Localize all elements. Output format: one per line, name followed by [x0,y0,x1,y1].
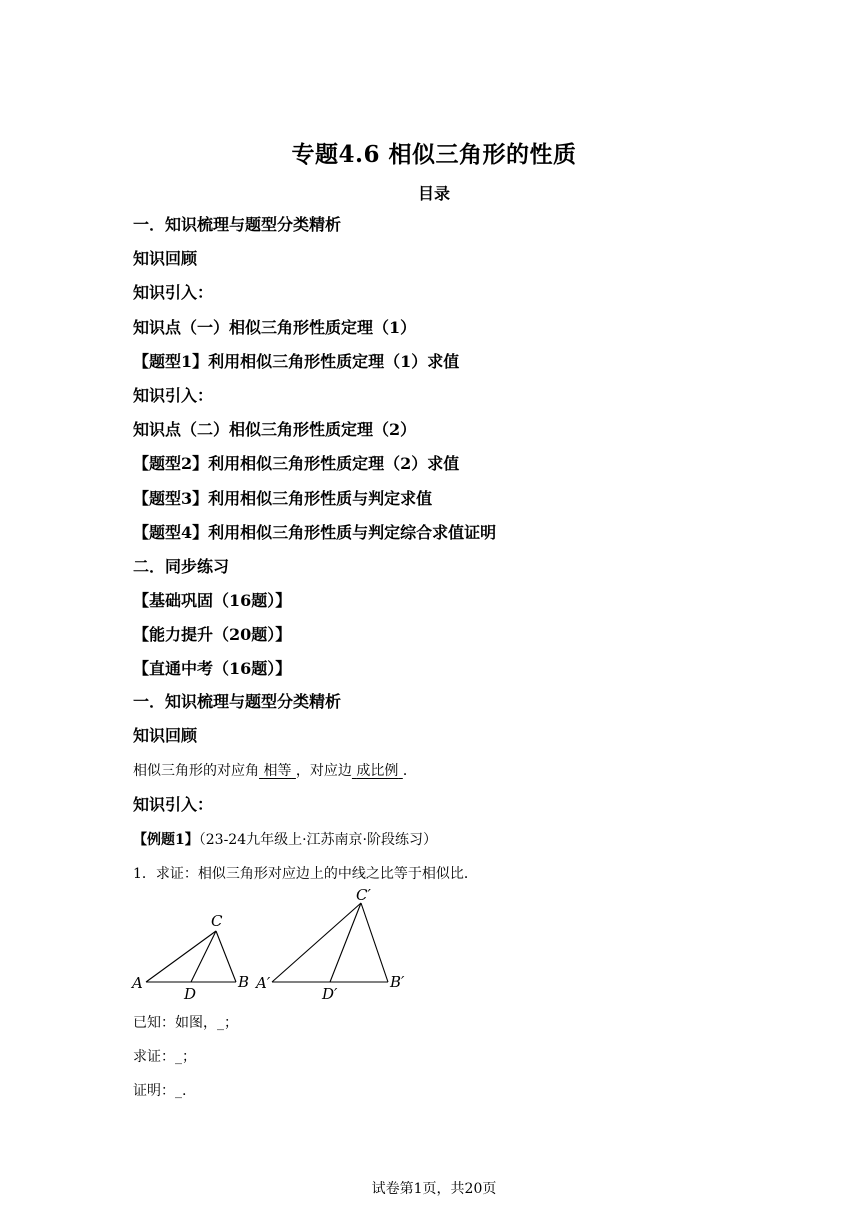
review-text-1: 相似三角形的对应角 [133,763,259,779]
table-of-contents [133,214,496,693]
answer-blank-sides: 成比例 [356,763,399,779]
toc-item[interactable]: 知识引入： [133,283,214,303]
label-D: D [184,985,197,1003]
toc-item[interactable]: 【题型4】利用相似三角形性质与判定综合求值证明 [133,522,497,542]
toc-item[interactable]: 知识回顾 [133,249,198,269]
example-source: （23-24九年级上·江苏南京·阶段练习） [198,832,438,848]
review-text-2: ，对应边 [295,763,352,779]
known-line: 已知：如图，_； [133,1015,238,1031]
label-A-prime: A′ [256,974,271,992]
toc-item[interactable]: 【基础巩固（16题）】 [133,591,292,611]
intro-heading: 知识引入： [133,795,214,814]
label-C: C [211,912,223,930]
review-text-3: ． [402,763,417,779]
example-header [133,830,437,850]
similar-triangles-figure [128,886,418,1004]
label-B: B [238,973,250,991]
label-C-prime: C′ [356,886,371,904]
toc-item[interactable]: 知识点（二）相似三角形性质定理（2） [133,420,417,440]
toc-item[interactable]: 【直通中考（16题）】 [133,659,292,679]
label-B-prime: B′ [390,973,405,991]
toc-item[interactable]: 知识点（一）相似三角形性质定理（1） [133,317,417,337]
small-triangle [130,912,249,1003]
toc-item[interactable]: 【题型2】利用相似三角形性质定理（2）求值 [133,454,460,474]
large-triangle [254,886,405,1003]
prove-line: 求证：_； [133,1049,196,1065]
toc-item[interactable]: 【能力提升（20题）】 [133,625,292,645]
label-A: A [132,974,143,992]
toc-item[interactable]: 一．知识梳理与题型分类精析 [133,215,342,234]
proof-line: 证明：_. [133,1083,187,1099]
review-heading: 知识回顾 [133,726,198,745]
answer-blank-angles: 相等 [263,763,292,779]
review-sentence [133,761,417,781]
toc-item[interactable]: 知识引入： [133,385,214,405]
toc-item[interactable]: 【题型3】利用相似三角形性质与判定求值 [133,488,433,508]
example-label: 【例题1】 [133,832,199,848]
toc-item[interactable]: 【题型1】利用相似三角形性质定理（1）求值 [133,351,460,371]
page-title: 专题4.6 相似三角形的性质 [291,141,577,168]
toc-item[interactable]: 二．同步练习 [133,556,230,576]
section-heading: 一．知识梳理与题型分类精析 [133,692,342,711]
label-D-prime: D′ [322,985,338,1003]
problem-statement: 1．求证：相似三角形对应边上的中线之比等于相似比． [133,866,478,882]
page-footer: 试卷第1页，共20页 [371,1181,497,1197]
toc-heading: 目录 [417,184,450,203]
